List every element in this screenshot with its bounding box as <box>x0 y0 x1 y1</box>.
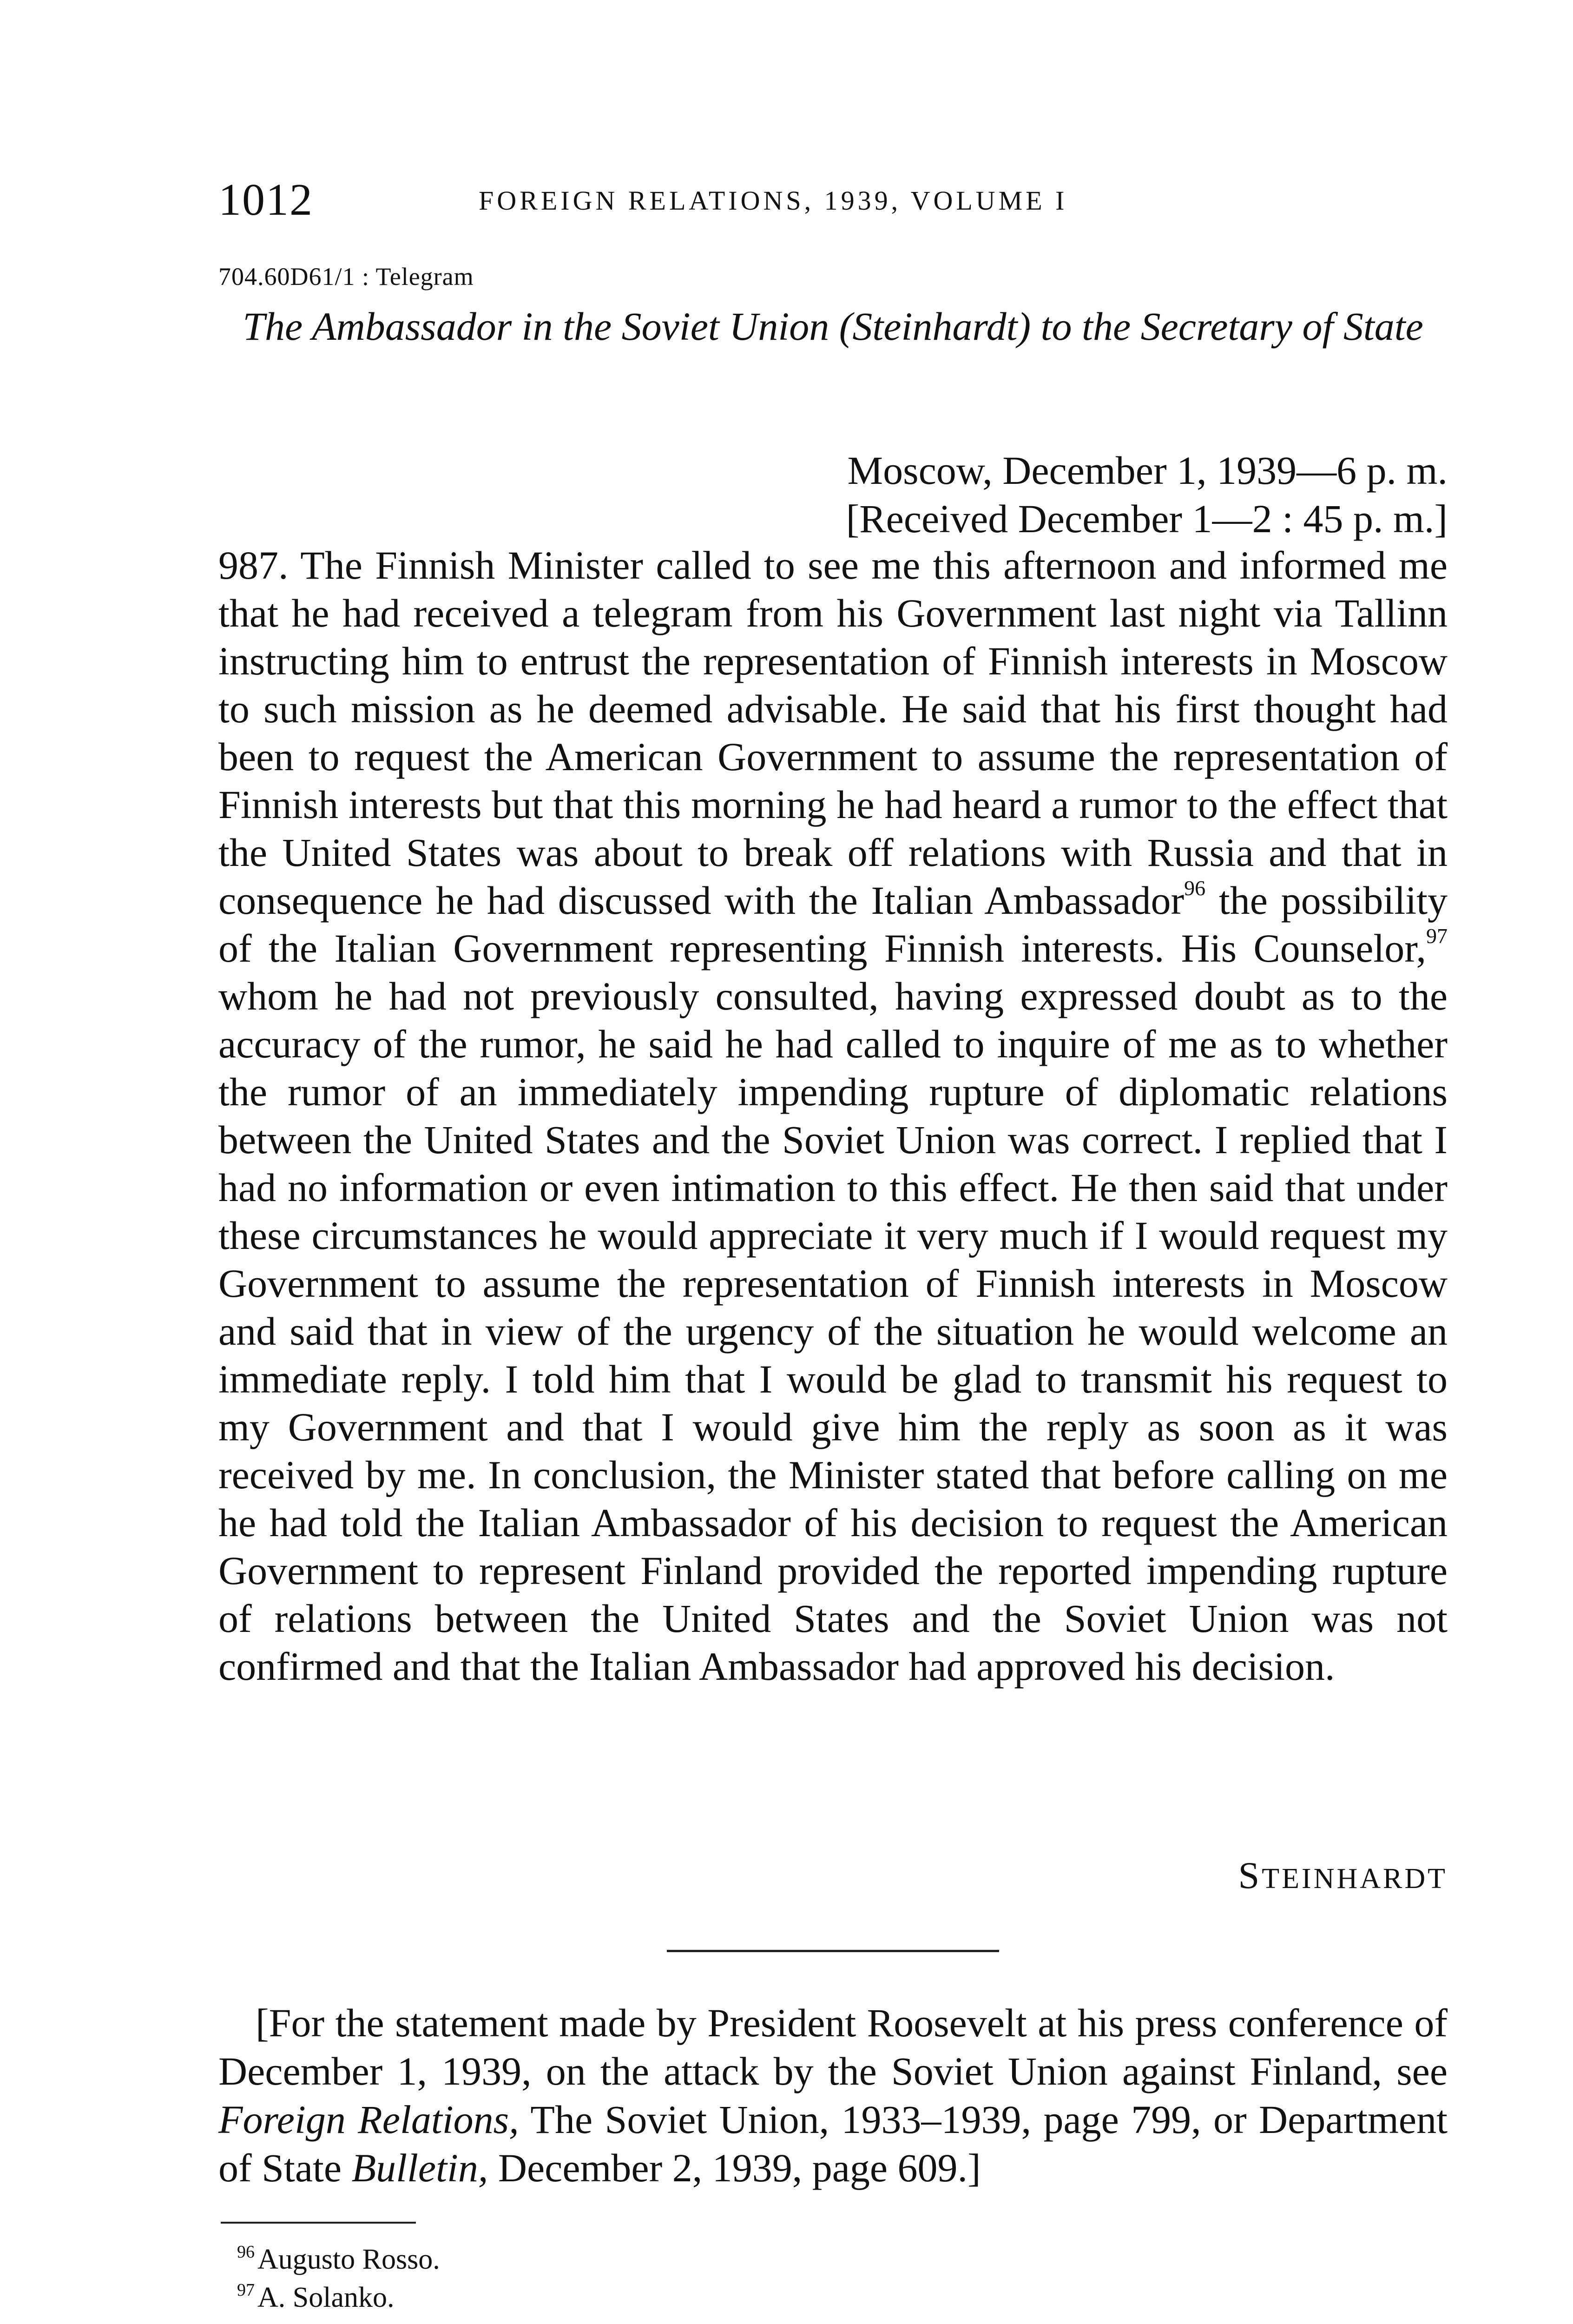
signature <box>1115 1855 1448 1900</box>
editorial-note <box>218 1999 1448 2192</box>
received-line: [Received December 1—2 : 45 p. m.] <box>846 496 1448 541</box>
footnote-ref-96: 96 <box>1184 876 1206 900</box>
editorial-text-part-3: December 2, 1939, page 609.] <box>488 2146 981 2190</box>
editorial-paragraph <box>218 1999 1448 2192</box>
telegram-body <box>218 541 1448 1690</box>
file-number: 704.60D61/1 : Telegram <box>218 263 474 290</box>
document-title: The Ambassador in the Soviet Union (Steinhardt) to the Secretary of State <box>243 304 1423 349</box>
footnote-97 <box>237 2278 795 2317</box>
signature-text: STEINHARDT <box>1238 1854 1448 1896</box>
editorial-italic-1: Foreign Relations, <box>218 2097 519 2142</box>
dateline-block <box>785 446 1448 543</box>
footnote-mark: 96 <box>237 2242 255 2262</box>
footnote-96 <box>237 2240 795 2278</box>
body-text-part-3: whom he had not previously consulted, having expressed doubt as to the accuracy of the rumor, he said he had called to inquire of me as to whether the rumor of an immediately impending rupture of diplomatic relations between the United States and the Soviet Union was correct. I replied that I had no information or even intimation to this effect. He then said that under these circumstances he would appreciate it very much if I would request my Government to assume the representation of Finnish interests in Moscow and said that in view of the urgency of the situation he would welcome an immediate reply. I told him that I would be glad to transmit his request to my Government and that I would give him the reply as soon as it was received by me. In conclusion, the Minister stated that before calling on me he had told the Italian Ambassador of his decision to request the American Government to represent Finland provided the reported impending rupture of relations between the United States and the Soviet Union was not confirmed and that the Italian Ambassador had approved his decision. <box>218 974 1448 1689</box>
footnote-mark: 97 <box>237 2280 255 2300</box>
running-head: FOREIGN RELATIONS, 1939, VOLUME I <box>479 185 1068 216</box>
body-text-part-2: the possibility of the Italian Government representing Finnish interests. His Counselor, <box>218 878 1448 971</box>
footnote-ref-97: 97 <box>1426 924 1448 948</box>
footnote-text: A. Solanko. <box>257 2282 395 2313</box>
dateline: Moscow, December 1, 1939—6 p. m. <box>847 448 1448 493</box>
section-divider <box>667 1950 999 1952</box>
page-header <box>218 174 1445 225</box>
editorial-text-part-2: The Soviet Union, 1933–1939, page 799, or Department of State <box>218 2097 1448 2190</box>
editorial-text-part-1: [For the statement made by President Roosevelt at his press conference of December 1, 1939, on the attack by the Soviet Union against Finland, see <box>218 2000 1448 2093</box>
page-number: 1012 <box>218 175 313 225</box>
body-text-part-1: 987. The Finnish Minister called to see me this afternoon and informed me that he had received a telegram from his Government last night via Tallinn instructing him to entrust the representation of Finnish interests in Moscow to such mission as he deemed advisable. He said that his first thought had been to request the American Government to assume the representation of Finnish interests but that this morning he had heard a rumor to the effect that the United States was about to break off relations with Russia and that in consequence he had discussed with the Italian Ambassador <box>218 543 1448 923</box>
footnote-text: Augusto Rosso. <box>257 2244 440 2275</box>
body-paragraph <box>218 541 1448 1690</box>
footnote-rule <box>221 2222 416 2224</box>
editorial-italic-2: Bulletin, <box>351 2146 488 2190</box>
footnotes <box>237 2240 795 2317</box>
